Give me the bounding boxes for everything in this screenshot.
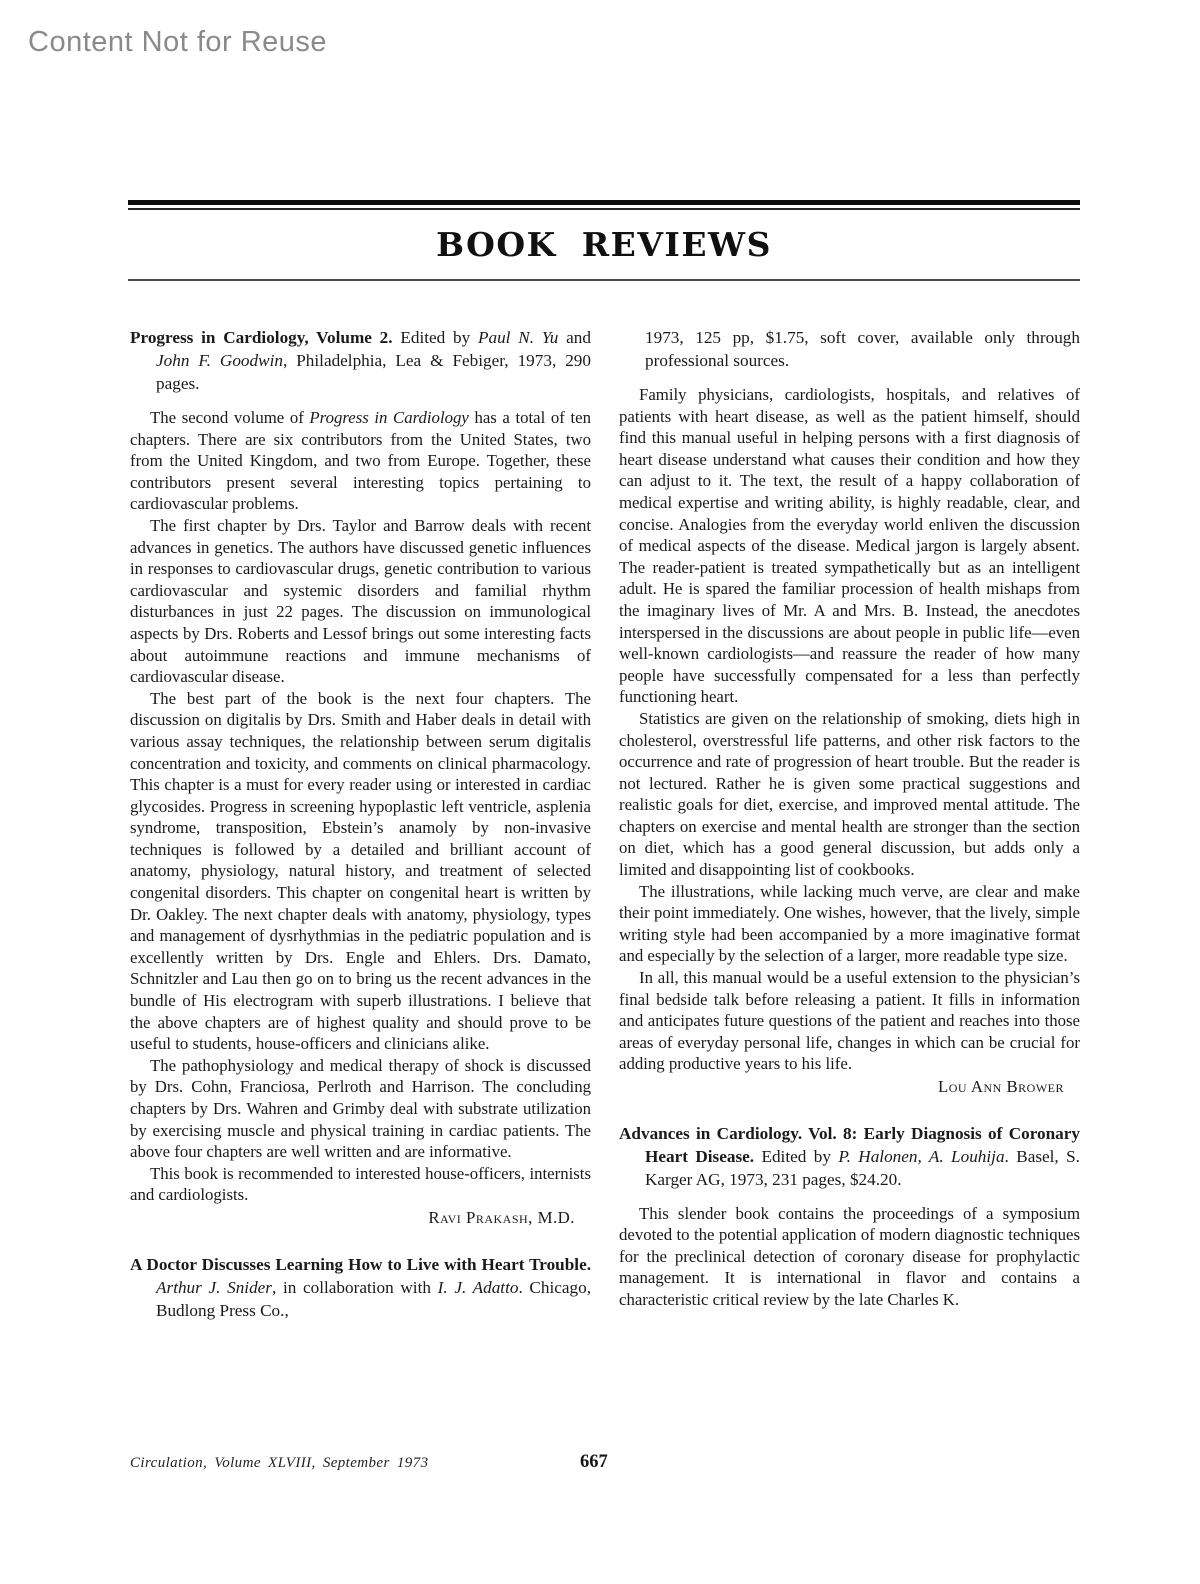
text-segment: Lou Ann Brower [937, 1077, 1064, 1096]
text-segment: Arthur J. Snider [156, 1277, 272, 1297]
right-column [619, 326, 1080, 1334]
review-paragraph [130, 1163, 591, 1206]
text-segment: has a total of ten chapters. There are six contributors from the United States, two from the United Kingdom, and two from Europe. Together, these contributors present several interesting topics pertaining to cardiovascular problems. [130, 408, 591, 514]
review-paragraph [619, 967, 1080, 1075]
text-segment: Family physicians, cardiologists, hospitals, and relatives of patients with heart disease, as well as the patient himself, should find this manual useful in helping persons with a first diagnosis of heart disease understand what causes their condition and how they can adjust to it. The text, the result of a happy collaboration of medical expertise and writing ability, is highly readable, clear, and concise. Analogies from the everyday world enliven the discussion of medical aspects of the disease. Medical jargon is largely absent. The reader-patient is treated sympathetically but as an intelligent adult. He is spared the familiar procession of health mishaps from the imaginary lives of Mr. A and Mrs. B. Instead, the anecdotes interspersed in the discussions are about people in public life—even well-known cardiologists—and reassure the reader of how many people have successfully compensated for a less than perfectly functioning heart. [619, 385, 1080, 707]
text-segment: Statistics are given on the relationship of smoking, diets high in cholesterol, overstressful life patterns, and other risk factors to the occurrence and rate of progression of heart trouble. But the reader is not lectured. Rather he is given some practical suggestions and realistic goals for diet, exercise, and improved mental attitude. The chapters on exercise and mental health are stronger than the section on diet, which has a good general discussion, but adds only a limited and disappointing list of cookbooks. [619, 708, 1080, 880]
review-paragraph [130, 407, 591, 515]
text-segment: , in collaboration with [272, 1277, 438, 1297]
text-segment: . Chicago, Budlong Press Co., [156, 1277, 592, 1320]
text-segment: Edited by [392, 328, 478, 347]
review-paragraph [619, 881, 1080, 967]
book-reference [619, 1122, 1080, 1191]
text-segment: The second volume of [150, 408, 310, 427]
text-segment: I. J. Adatto [437, 1277, 519, 1297]
reviewer-signature [130, 1207, 591, 1229]
book-reference [130, 326, 591, 395]
review-paragraph [130, 688, 591, 1055]
text-segment: Edited by [754, 1146, 839, 1166]
review-paragraph [130, 515, 591, 688]
text-segment: This slender book contains the proceedings of a symposium devoted to the potential application of modern diagnostic techniques for the preclinical detection of coronary disease for prophylactic management. It is international in flavor and contains a characteristic critical review by the late Charles K. [619, 1203, 1080, 1309]
text-segment: Progress in Cardiology [309, 408, 469, 427]
text-segment: This book is recommended to interested house-officers, internists and cardiologists. [130, 1163, 591, 1205]
text-segment: The illustrations, while lacking much verve, are clear and make their point immediately. One wishes, however, that the lively, simple writing style had been accompanied by a more imaginative format and especially by the selection of a larger, more readable type size. [619, 881, 1080, 966]
text-segment: , Philadelphia, Lea & Febiger, 1973, 290 pages. [156, 351, 591, 393]
review-paragraph [619, 1203, 1080, 1311]
text-segment: P. Halonen, A. Louhija [838, 1146, 1005, 1166]
header-thin-rule [128, 208, 1080, 210]
left-column [130, 326, 591, 1334]
book-reference-continuation [619, 326, 1080, 372]
text-segment: 1973, 125 pp, $1.75, soft cover, available only through professional sources. [645, 328, 1080, 370]
review-paragraph [130, 1055, 591, 1163]
text-segment: Paul N. Yu [478, 328, 559, 347]
reviewer-signature [619, 1076, 1080, 1098]
text-segment: A Doctor Discusses Learning How to Live with Heart Trouble. [130, 1254, 591, 1274]
text-segment: John F. Goodwin [156, 351, 283, 370]
text-segment: The pathophysiology and medical therapy of shock is discussed by Drs. Cohn, Franciosa, Perlroth and Harrison. The concluding chapters by Drs. Wahren and Grimby deal with substrate utilization by exercising muscle and physical training in cardiac patients. The above four chapters are well written and are informative. [130, 1055, 591, 1162]
text-segment: In all, this manual would be a useful extension to the physician’s final bedside talk before releasing a patient. It fills in information and anticipates future questions of the patient and reaches into those areas of everyday personal life, changes in which can be crucial for adding productive years to his life. [619, 968, 1080, 1074]
content-not-for-reuse-watermark: Content Not for Reuse [28, 26, 328, 58]
review-paragraph [619, 384, 1080, 708]
text-segment: . Basel, S. Karger AG, 1973, 231 pages, $24.20. [645, 1146, 1080, 1189]
two-column-body [130, 326, 1080, 1334]
page-footer [130, 1452, 1080, 1482]
page-header [128, 200, 1080, 281]
text-segment: Advances in Cardiology. Vol. 8: Early Diagnosis of Coronary Heart Disease. [619, 1123, 1080, 1166]
header-thick-rule [128, 200, 1080, 205]
text-segment: The best part of the book is the next four chapters. The discussion on digitalis by Drs. Smith and Haber deals in detail with various assay techniques, the relationship between serum digitalis concentration and toxicity, and comments on clinical pharmacology. This chapter is a must for every reader using or interested in cardiac glycosides. Progress in screening hypoplastic left ventricle, asplenia syndrome, transposition, Ebstein’s anamoly by non-invasive techniques is followed by a detailed and brilliant account of anatomy, physiology, natural history, and treatment of selected congenital disorders. This chapter on congenital heart is written by Dr. Oakley. The next chapter deals with anatomy, physiology, types and management of dysrhythmias in the pediatric population and is excellently written by Drs. Engle and Ehlers. Drs. Damato, Schnitzler and Lau then go on to bring us the recent advances in the bundle of His electrogram with superb illustrations. I believe that the above chapters are of highest quality and should prove to be useful to students, house-officers and clinicians alike. [130, 688, 591, 1054]
journal-citation: Circulation, Volume XLVIII, September 1973 [130, 1455, 429, 1471]
page-number: 667 [580, 1452, 608, 1472]
text-segment: Progress in Cardiology, Volume 2. [130, 328, 393, 347]
review-paragraph [619, 708, 1080, 881]
text-segment: and [558, 328, 591, 347]
text-segment: Ravi Prakash, M.D. [428, 1207, 575, 1227]
header-bottom-rule [128, 279, 1080, 281]
page-title: BOOK REVIEWS [436, 225, 772, 264]
book-reference [130, 1253, 591, 1322]
text-segment: The first chapter by Drs. Taylor and Barrow deals with recent advances in genetics. The authors have discussed genetic influences in responses to cardiovascular drugs, genetic contribution to various cardiovascular and systemic disorders and familial rhythm disturbances in just 22 pages. The discussion on immunological aspects by Drs. Roberts and Lessof brings out some interesting facts about autoimmune reactions and immune mechanisms of cardiovascular disease. [130, 515, 591, 687]
